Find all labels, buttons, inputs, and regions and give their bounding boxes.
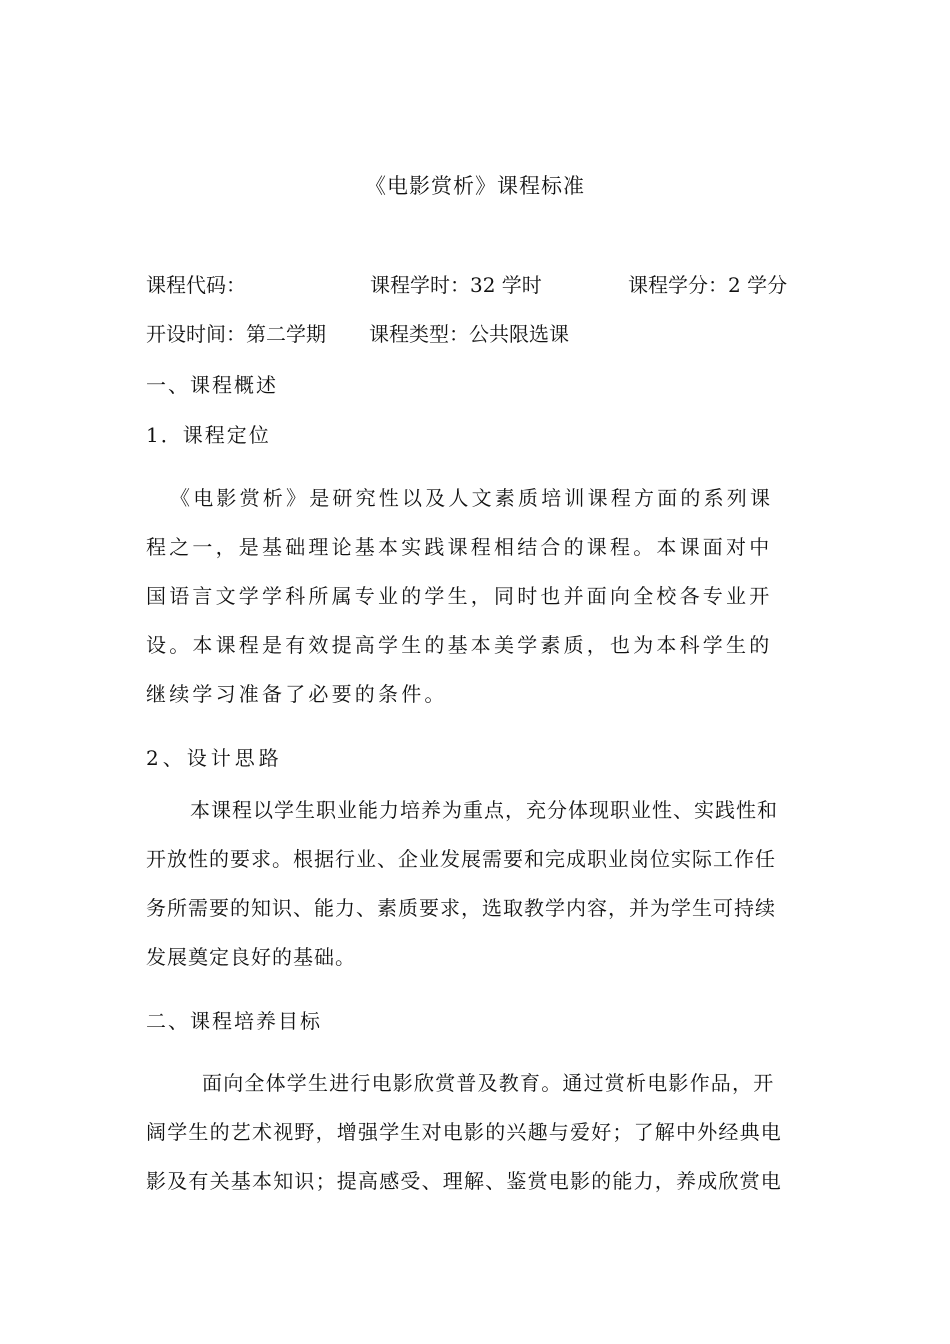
paragraph-line: 设。本课程是有效提高学生的基本美学素质，也为本科学生的 — [146, 633, 773, 657]
section-1-1-paragraph — [146, 484, 808, 729]
paragraph-line: 继续学习准备了必要的条件。 — [146, 682, 448, 706]
section-1-2-paragraph — [146, 796, 808, 992]
section-2-paragraph — [146, 1069, 808, 1216]
page-title: 《电影赏析》课程标准 — [365, 174, 585, 198]
paragraph-line: 务所需要的知识、能力、素质要求，选取教学内容，并为学生可持续 — [146, 896, 776, 920]
section-1-1-heading: 1．课程定位 — [146, 423, 271, 447]
paragraph-line: 《电影赏析》是研究性以及人文素质培训课程方面的系列课 — [170, 486, 774, 510]
paragraph-line: 国语言文学学科所属专业的学生，同时也并面向全校各专业开 — [146, 584, 773, 608]
course-type: 课程类型：公共限选课 — [369, 322, 569, 346]
section-2-heading: 二、课程培养目标 — [146, 1009, 322, 1033]
course-credits: 课程学分：2 学分 — [628, 273, 788, 297]
paragraph-line: 影及有关基本知识；提高感受、理解、鉴赏电影的能力，养成欣赏电 — [146, 1169, 782, 1193]
paragraph-line: 开放性的要求。根据行业、企业发展需要和完成职业岗位实际工作任 — [146, 847, 776, 871]
paragraph-line: 发展奠定良好的基础。 — [146, 945, 356, 969]
paragraph-line: 面向全体学生进行电影欣赏普及教育。通过赏析电影作品，开 — [202, 1071, 775, 1095]
paragraph-line: 程之一，是基础理论基本实践课程相结合的课程。本课面对中 — [146, 535, 773, 559]
course-code-label: 课程代码： — [146, 273, 246, 297]
section-1-2-heading: 2、设计思路 — [146, 746, 283, 770]
course-hours: 课程学时：32 学时 — [370, 273, 542, 297]
paragraph-line: 阔学生的艺术视野，增强学生对电影的兴趣与爱好；了解中外经典电 — [146, 1120, 782, 1144]
section-1-heading: 一、课程概述 — [146, 373, 278, 397]
course-term: 开设时间：第二学期 — [146, 322, 326, 346]
paragraph-line: 本课程以学生职业能力培养为重点，充分体现职业性、实践性和 — [190, 798, 778, 822]
